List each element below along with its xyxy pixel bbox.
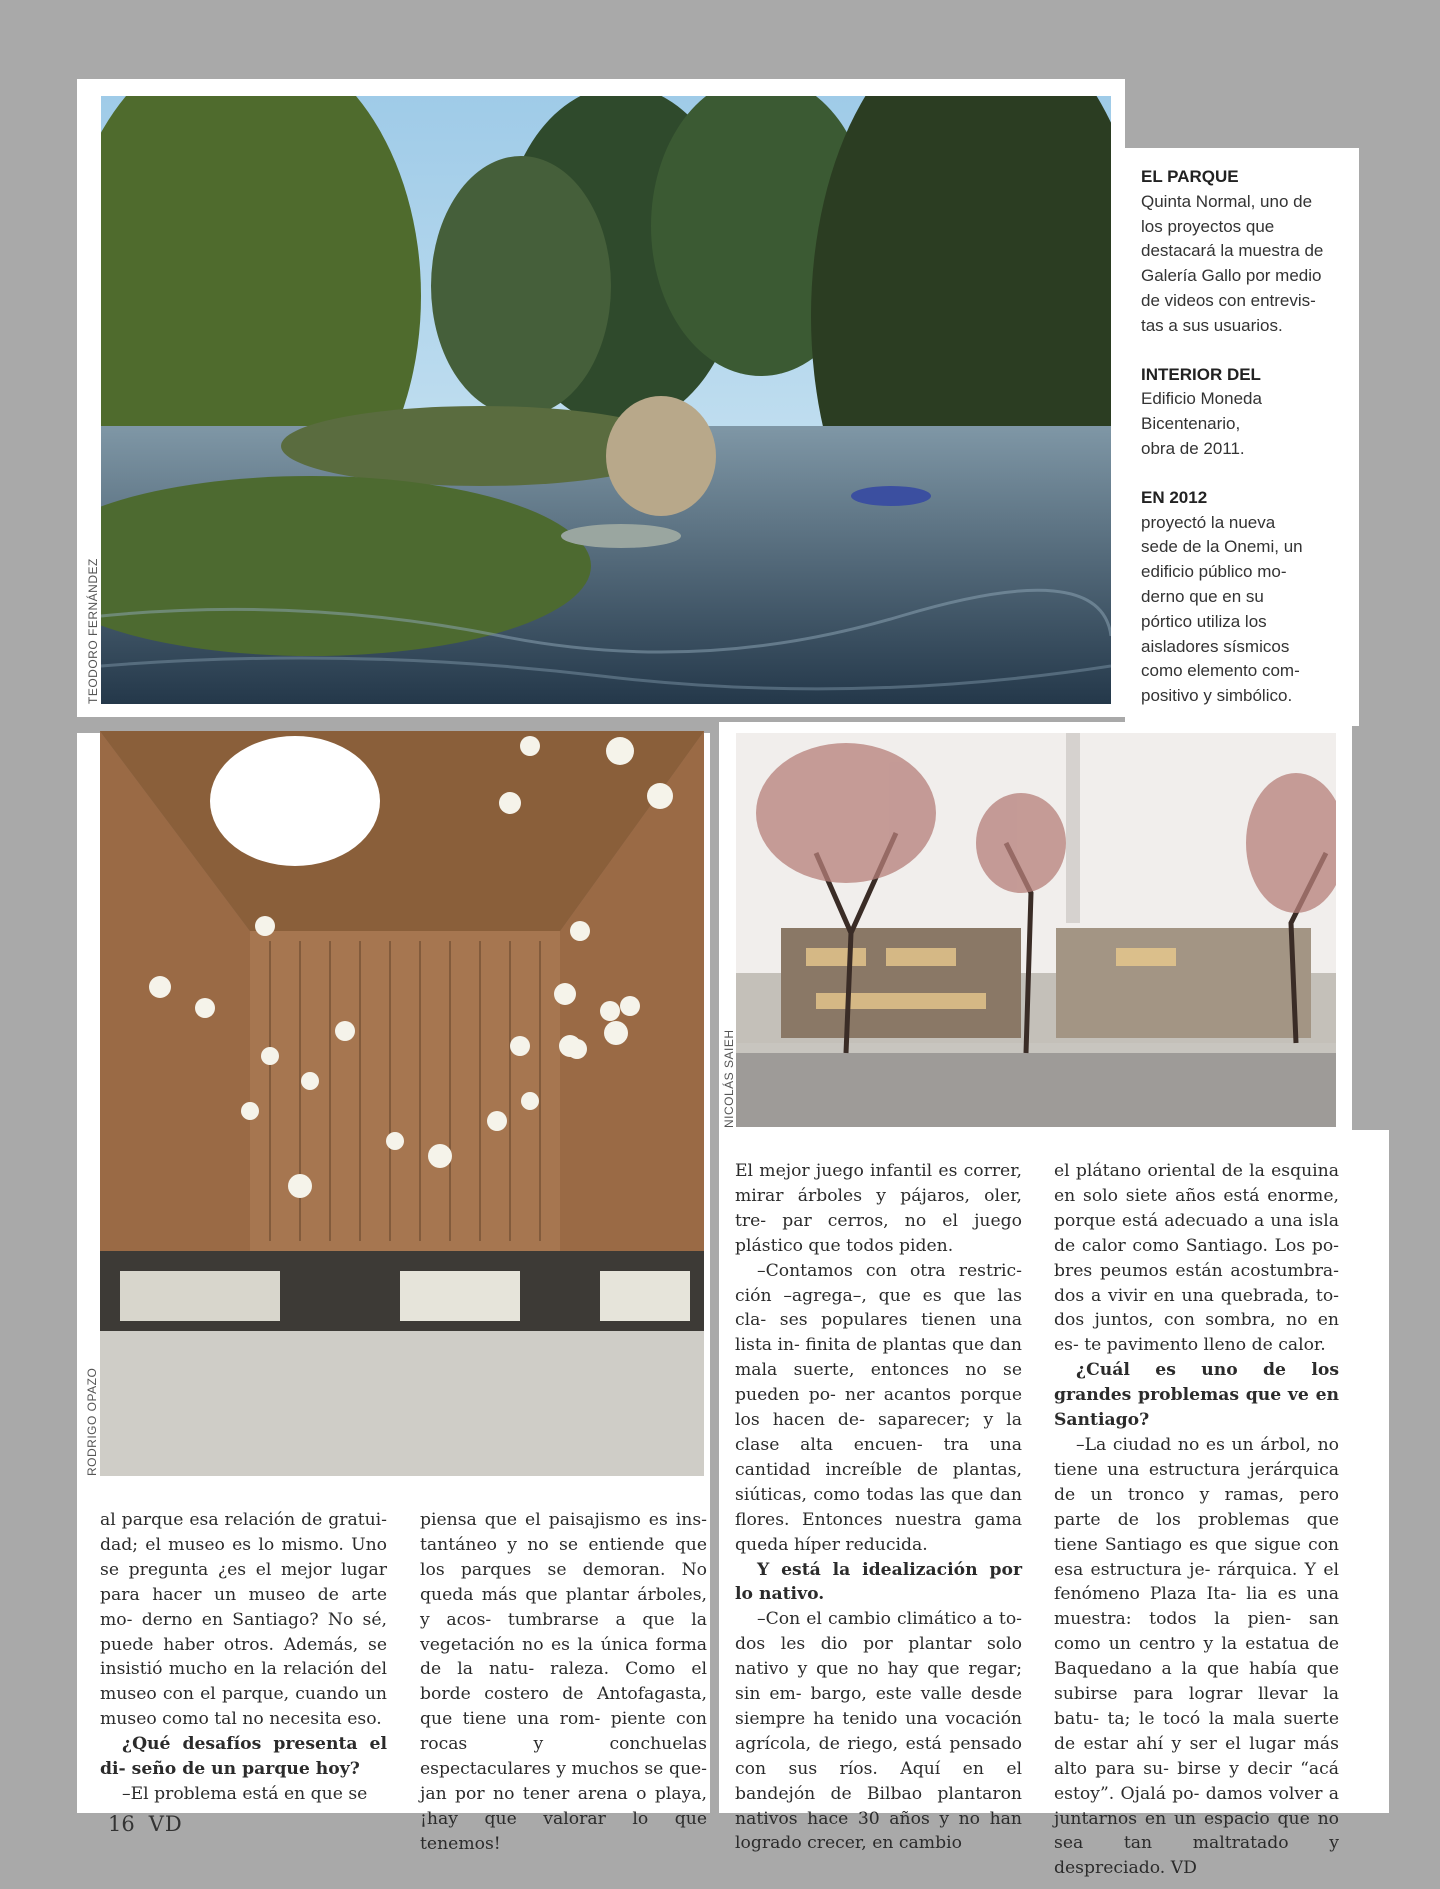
caption-onemi (1141, 486, 1341, 709)
caption-line: de videos con entrevis- (1141, 290, 1316, 310)
caption-interior-head: INTERIOR DEL (1141, 364, 1261, 384)
caption-line: como elemento com- (1141, 661, 1300, 681)
caption-line: positivo y simbólico. (1141, 686, 1293, 706)
onemi-photo (736, 733, 1336, 1127)
caption-interior (1141, 363, 1341, 462)
interior-photo-credit: RODRIGO OPAZO (85, 1367, 99, 1476)
caption-line: derno que en su (1141, 586, 1264, 606)
article-column-1 (100, 1508, 387, 1807)
park-photo-credit: TEODORO FERNÁNDEZ (86, 558, 100, 704)
caption-line: Galería Gallo por medio (1141, 266, 1322, 286)
caption-line: Quinta Normal, uno de (1141, 191, 1313, 211)
photo-captions (1141, 165, 1341, 733)
article-paragraph: –Contamos con otra restric- ción –agrega–, que es que las cla- ses populares tienen una lista in- finita de plantas que dan mala suerte, entonces no se pueden po- ner acantos porque los hacen de- saparecer; y la clase alta encuen- tra una cantidad increíble de plantas, siúticas, como todas las que dan flores. Entonces nuestra gama queda híper reducida. (735, 1260, 1022, 1555)
magazine-logo: VD (148, 1812, 183, 1836)
article-paragraph: el plátano oriental de la esquina en solo siete años está enorme, porque está adecuado a una isla de calor como Santiago. Los po- bres peumos están acostumbra- dos a vivir en una quebrada, to- dos juntos, con sombra, no en es- te pavimento lleno de calor. (1054, 1161, 1339, 1356)
article-paragraph: –La ciudad no es un árbol, no tiene una estructura jerárquica de un tronco y ramas, pero parte de los problemas que tiene Santiago es que sigue con esa estructura je- rárquica. Y el fenómeno Plaza Ita- lia es una muestra: todos la pien- san como un centro y la estatua de Baquedano a la que había que subirse para lograr llevar la batu- ta; le tocó la mala suerte de estar ahí y ser el lugar más alto para su- birse y decir “acá estoy”. Ojalá po- damos volver a juntarnos en un espacio que no sea tan maltratado y despreciado. VD (1054, 1434, 1339, 1879)
interior-photo (100, 731, 704, 1476)
park-photo (101, 96, 1111, 704)
article-paragraph: El mejor juego infantil es correr, mirar árboles y pájaros, oler, tre- par cerros, no el juego plástico que todos piden. (735, 1161, 1022, 1256)
page-footer (108, 1812, 183, 1836)
caption-line: aisladores sísmicos (1141, 636, 1290, 656)
article-paragraph: piensa que el paisajismo es ins- tantáneo y no se entiende que los parques se demoran. No queda más que plantar árboles, y acos- tumbrarse a que la vegetación no es la única forma de la natu- raleza. Como el borde costero de Antofagasta, que tiene una rom- piente con rocas y conchuelas espectaculares y muchos se que- jan por no tener arena o playa, ¡hay que valorar lo que tenemos! (420, 1510, 707, 1854)
interview-question: ¿Qué desafíos presenta el di- seño de un parque hoy? (100, 1734, 387, 1780)
caption-onemi-head: EN 2012 (1141, 487, 1208, 507)
caption-line: sede de la Onemi, un (1141, 537, 1303, 557)
article-column-3 (735, 1159, 1022, 1856)
article-column-4 (1054, 1159, 1339, 1881)
caption-park (1141, 165, 1341, 339)
article-paragraph: al parque esa relación de gratui- dad; el museo es lo mismo. Uno se pregunta ¿es el mejor lugar para hacer un museo de arte mo- derno en Santiago? No sé, puede haber otros. Además, se insistió mucho en la relación del museo con el parque, cuando un museo como tal no necesita eso. (100, 1510, 387, 1730)
caption-line: proyectó la nueva (1141, 512, 1276, 532)
caption-park-head: EL PARQUE (1141, 167, 1239, 186)
page-number: 16 (108, 1812, 135, 1836)
caption-line: obra de 2011. (1141, 438, 1245, 458)
caption-line: los proyectos que (1141, 216, 1275, 236)
article-column-2 (420, 1508, 707, 1857)
caption-line: Edificio Moneda (1141, 389, 1262, 409)
caption-line: edificio público mo- (1141, 562, 1287, 582)
caption-line: tas a sus usuarios. (1141, 315, 1283, 335)
onemi-photo-credit: NICOLÁS SAIEH (722, 1029, 736, 1128)
caption-line: destacará la muestra de (1141, 241, 1324, 261)
caption-line: pórtico utiliza los (1141, 611, 1267, 631)
interview-question: ¿Cuál es uno de los grandes problemas que ve en Santiago? (1054, 1360, 1339, 1431)
article-paragraph: –El problema está en que se (122, 1783, 368, 1804)
caption-line: Bicentenario, (1141, 414, 1241, 434)
article-paragraph: –Con el cambio climático a to- dos les dio por plantar solo nativo y que no hay que regar; sin em- bargo, este valle desde siempre ha tenido una vocación agrícola, de riego, está pensado con sus ríos. Aquí en el bandejón de Bilbao plantaron nativos hace 30 años y no han logrado crecer, en cambio (735, 1609, 1022, 1854)
interview-question: Y está la idealización por lo nativo. (735, 1559, 1022, 1605)
